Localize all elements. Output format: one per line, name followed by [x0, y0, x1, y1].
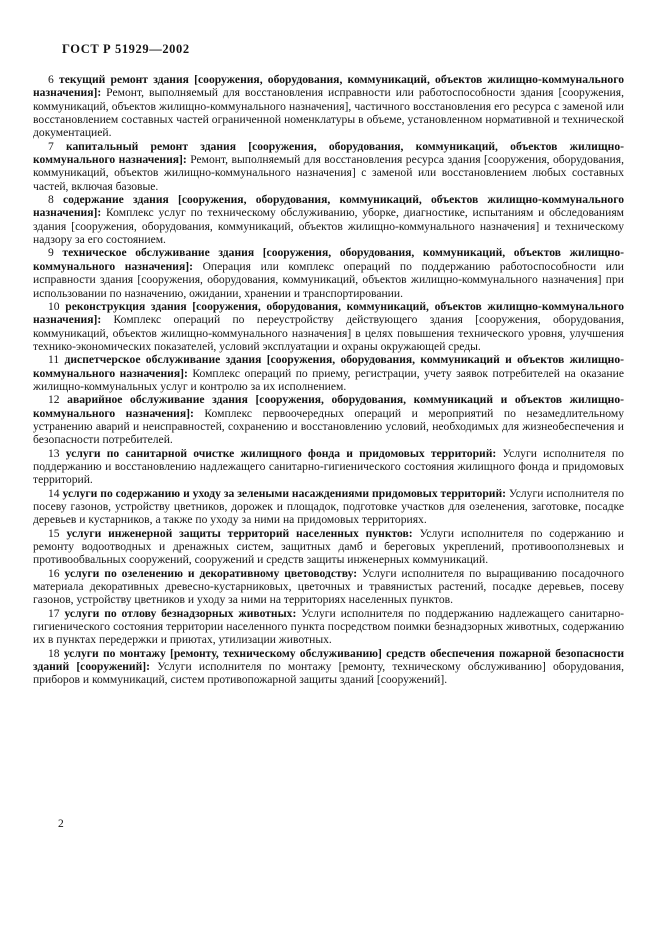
term-name: капитальный ремонт здания [сооружения, оборудования, коммуникаций, объектов жилищно-коммунального назначения]: [33, 139, 624, 167]
term-paragraph [33, 73, 624, 140]
term-definition: Услуги исполнителя по монтажу [ремонту, техническому обслуживанию] оборудования, приборов и коммуникаций, систем противопожарной защиты зданий [сооружений]. [33, 660, 624, 687]
term-name: содержание здания [сооружения, оборудования, коммуникаций, объектов жилищно-коммунального назначения]: [33, 193, 624, 220]
term-number: 8 [48, 193, 54, 207]
term-definition: Ремонт, выполняемый для восстановления исправности или работоспособности здания [сооружения, коммуникаций, объектов жилищно-коммунального назначения], частичного восстановления его ресурса с заменой или восстановлением составных частей ограниченной номенклатуры в объеме, установленном нормативной и технической документацией. [33, 86, 624, 140]
term-paragraph [33, 246, 624, 299]
document-header: ГОСТ Р 51929—2002 [62, 42, 190, 56]
term-paragraph [33, 647, 624, 687]
term-name: диспетчерское обслуживание здания [сооружения, оборудования, коммуникаций и объектов жилищно-коммунального назначения]: [33, 353, 624, 380]
term-paragraph [33, 527, 624, 567]
term-paragraph [33, 447, 624, 487]
term-number: 9 [48, 246, 54, 260]
term-paragraph [33, 567, 624, 607]
term-definition: Ремонт, выполняемый для восстановления ресурса здания [сооружения, оборудования, коммуникаций, объектов жилищно-коммунального назначения] с заменой или восстановлением любых составных частей, включая базовые. [33, 153, 624, 193]
page-number: 2 [58, 818, 64, 830]
term-number: 16 [48, 566, 60, 580]
term-number: 12 [48, 393, 60, 407]
term-paragraph [33, 607, 624, 647]
term-number: 11 [48, 353, 60, 367]
term-name: реконструкция здания [сооружения, оборудования, коммуникаций, объектов жилищно-коммунального назначения]: [33, 299, 624, 327]
term-number: 6 [48, 73, 54, 86]
term-name: текущий ремонт здания [сооружения, оборудования, коммуникаций, объектов жилищно-коммунального назначения]: [33, 73, 624, 100]
term-paragraph [33, 487, 624, 527]
term-definition: Услуги исполнителя по поддержанию надлежащего санитарно-гигиенического состояния территории населенного пункта посредством поимки безнадзорных животных, содержанию их в пунктах передержки и приютах, утилизации животных. [33, 606, 625, 647]
term-number: 13 [48, 446, 60, 460]
term-name: услуги инженерной защиты территорий населенных пунктов: [66, 526, 413, 540]
term-definition: Комплекс операций по переустройству действующего здания [сооружения, оборудования, коммуникаций, объектов жилищно-коммунального назначения] в целях повышения технического уровня, улучшения технико-экономических показателей, условий эксплуатации и охраны окружающей среды. [33, 313, 624, 353]
term-name: аварийное обслуживание здания [сооружения, оборудования, коммуникаций и объектов жилищно-коммунального назначения]: [33, 393, 624, 420]
terms-list [33, 73, 624, 687]
term-number: 10 [48, 299, 60, 313]
term-number: 14 [48, 486, 60, 500]
term-definition: Услуги исполнителя по поддержанию и восстановлению надлежащего санитарно-гигиенического состояния жилищного фонда и придомовых территорий. [33, 446, 624, 487]
term-definition: Комплекс операций по приему, регистрации, учету заявок потребителей на оказание жилищно-коммунальных услуг и контролю за их исполнением. [33, 366, 624, 393]
term-paragraph [33, 140, 624, 193]
term-name: услуги по монтажу [ремонту, техническому обслуживанию] средств обеспечения пожарной безопасности зданий [сооружений]: [33, 646, 624, 674]
term-name: услуги по озеленению и декоративному цветоводству: [64, 566, 358, 580]
term-paragraph [33, 393, 624, 446]
term-name: услуги по отлову безнадзорных животных: [64, 606, 297, 620]
term-number: 15 [48, 526, 60, 540]
term-number: 7 [48, 139, 54, 153]
term-definition: Услуги исполнителя по содержанию и ремонту водоотводных и дренажных систем, защитных дамб и береговых укреплений, противооползневых и противообвальных сооружений, сооружений и средств защиты инженерных коммуникаций. [33, 526, 625, 567]
term-paragraph [33, 300, 624, 353]
term-name: услуги по содержанию и уходу за зелеными насаждениями придомовых территорий: [62, 486, 506, 500]
term-name: техническое обслуживание здания [сооружения, оборудования, коммуникаций, объектов жилищно-коммунального назначения]: [33, 246, 625, 273]
term-definition: Услуги исполнителя по посеву газонов, устройству цветников, дорожек и площадок, подготовке участков для озеленения, заготовке, посадке деревьев и кустарников, а также по уходу за ними на придомовых территориях. [33, 486, 624, 527]
term-paragraph [33, 193, 624, 246]
term-definition: Услуги исполнителя по выращиванию посадочного материала декоративных древесно-кустарниковых, цветочных и травянистых растений, посадке деревьев, посеву газонов, устройству цветников и уходу за ними на территориях населенных пунктов. [33, 566, 624, 607]
term-number: 18 [48, 646, 60, 660]
term-definition: Операция или комплекс операций по поддержанию работоспособности или исправности здания [сооружения, оборудования, коммуникаций, объектов жилищно-коммунального назначения] при использовании по назначению, ожидании, хранении и транспортировании. [33, 259, 624, 300]
term-paragraph [33, 353, 624, 393]
term-name: услуги по санитарной очистке жилищного фонда и придомовых территорий: [65, 446, 497, 460]
term-definition: Комплекс первоочередных операций и мероприятий по незамедлительному устранению аварий и неисправностей, сохранению и восстановлению условий, необходимых для жизнеобеспечения и безопасности потребителей. [33, 406, 625, 447]
term-number: 17 [48, 606, 60, 620]
term-definition: Комплекс услуг по техническому обслуживанию, уборке, диагностике, испытаниям и обследованиям здания [сооружения, оборудования, коммуникаций, объектов жилищно-коммунального назначения] и техническому надзору за его состоянием. [33, 206, 624, 247]
